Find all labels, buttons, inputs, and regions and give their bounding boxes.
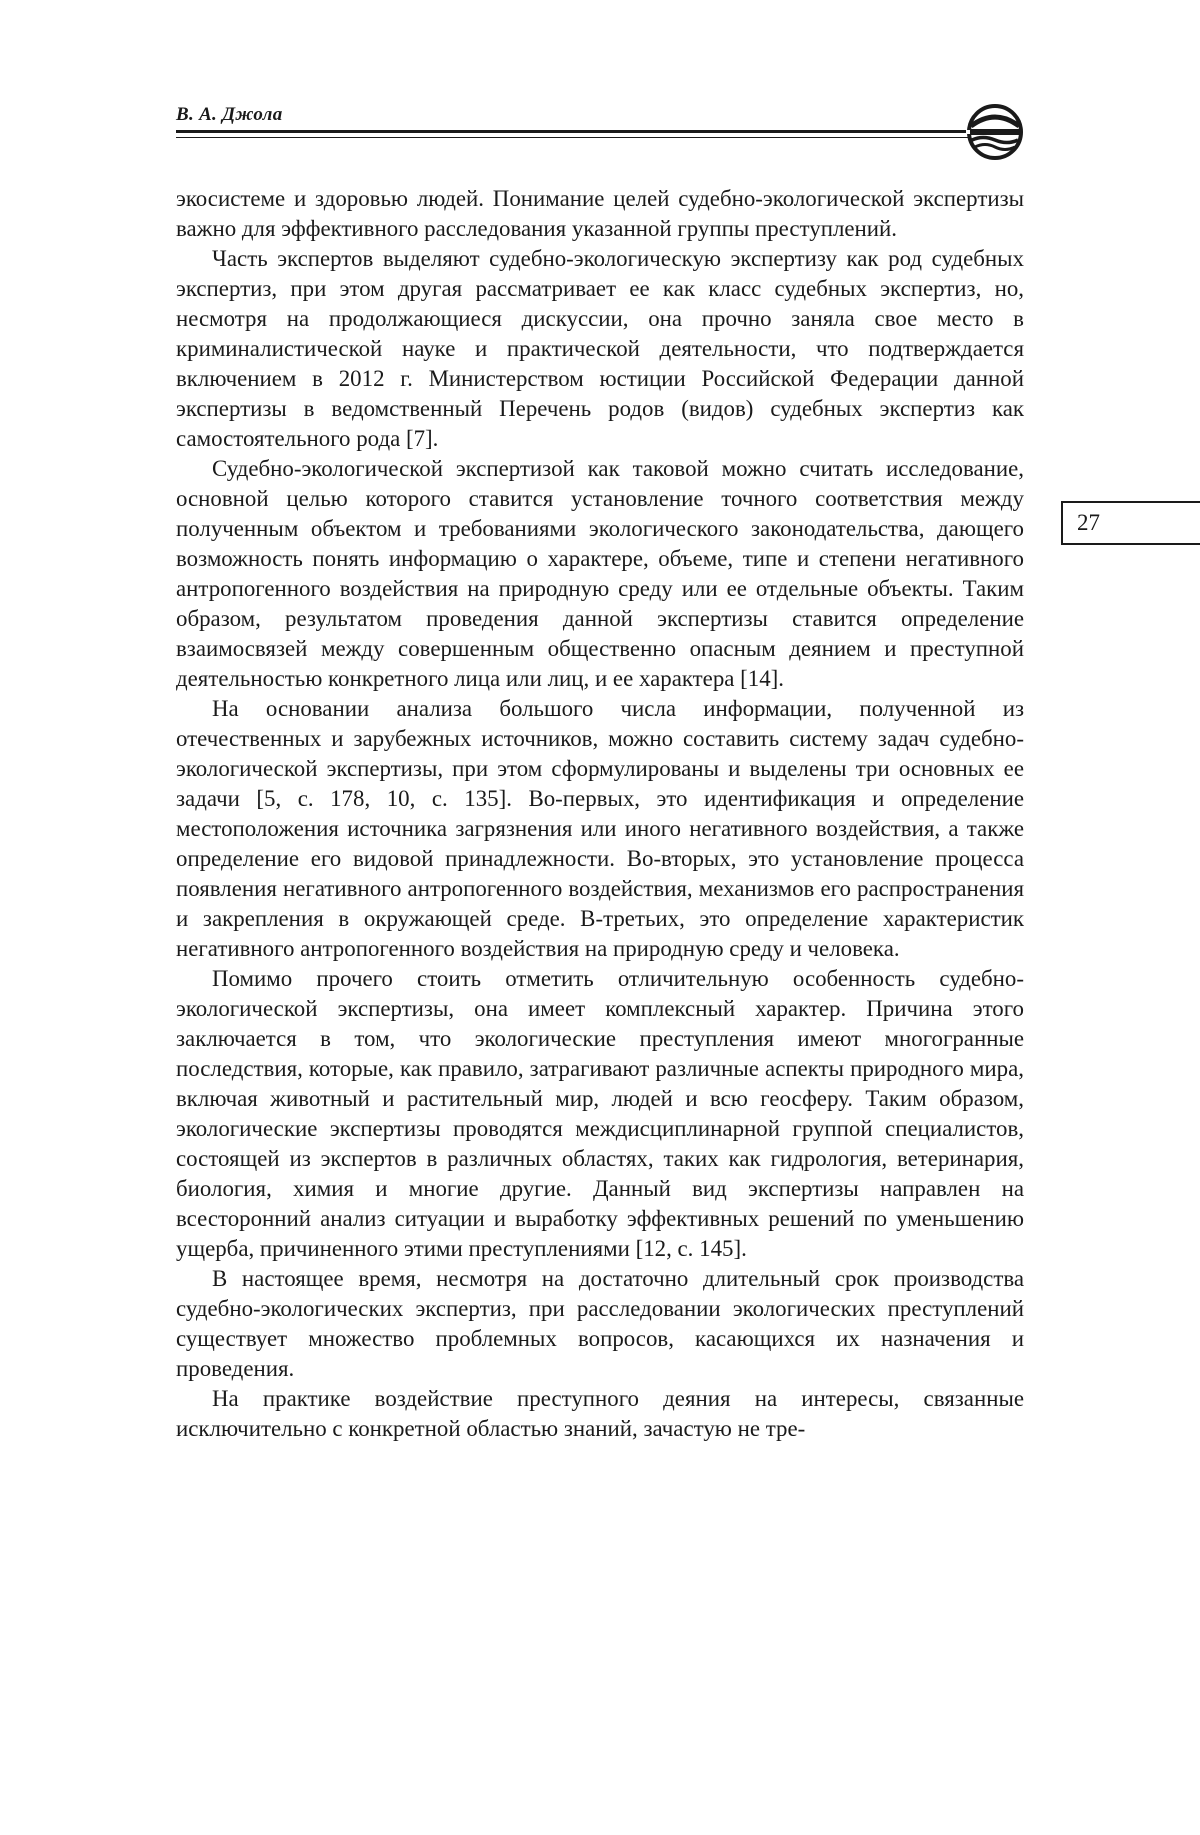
paragraph-7: На практике воздействие преступного деяния на интересы, связанные исключительно с конкретной областью знаний, зачастую не тре- <box>176 1386 1024 1441</box>
body-text <box>176 184 1024 1444</box>
paragraph-4: На основании анализа большого числа информации, полученной из отечественных и зарубежных источников, можно составить систему задач судебно-экологической экспертизы, при этом сформулированы и выделены три основных ее задачи [5, с. 178, 10, с. 135]. Во-первых, это идентификация и определение местоположения источника загрязнения или иного негативного воздействия, а также определение его видовой принадлежности. Во-вторых, это установление процесса появления негативного антропогенного воздействия, механизмов его распространения и закрепления в окружающей среде. В-третьих, это определение характеристик негативного антропогенного воздействия на природную среду и человека. <box>176 696 1024 961</box>
paragraph-3: Судебно-экологической экспертизой как таковой можно считать исследование, основной целью которого ставится установление точного соответствия между полученным объектом и требованиями экологического законодательства, дающего возможность понять информацию о характере, объеме, типе и степени негативного антропогенного воздействия на природную среду или ее отдельные объекты. Таким образом, результатом проведения данной экспертизы ставится определение взаимосвязей между совершенным общественно опасным деянием и преступной деятельностью конкретного лица или лиц, и ее характера [14]. <box>176 456 1024 691</box>
running-header-author: В. А. Джола <box>176 104 283 125</box>
journal-logo-icon <box>966 102 1024 162</box>
header-rule <box>176 130 968 138</box>
paragraph-5: Помимо прочего стоить отметить отличительную особенность судебно-экологической экспертизы, она имеет комплексный характер. Причина этого заключается в том, что экологические преступления имеют многогранные последствия, которые, как правило, затрагивают различные аспекты природного мира, включая животный и растительный мир, людей и всю геосферу. Таким образом, экологические экспертизы проводятся междисциплинарной группой специалистов, состоящей из экспертов в различных областях, таких как гидрология, ветеринария, биология, химия и многие другие. Данный вид экспертизы направлен на всесторонний анализ ситуации и выработку эффективных решений по уменьшению ущерба, причиненного этими преступлениями [12, с. 145]. <box>176 966 1024 1261</box>
paragraph-2: Часть экспертов выделяют судебно-экологическую экспертизу как род судебных экспертиз, при этом другая рассматривает ее как класс судебных экспертиз, но, несмотря на продолжающиеся дискуссии, она прочно заняла свое место в криминалистической науке и практической деятельности, что подтверждается включением в 2012 г. Министерством юстиции Российской Федерации данной экспертизы в ведомственный Перечень родов (видов) судебных экспертиз как самостоятельного рода [7]. <box>176 246 1024 451</box>
paragraph-6: В настоящее время, несмотря на достаточно длительный срок производства судебно-экологических экспертиз, при расследовании экологических преступлений существует множество проблемных вопросов, касающихся их назначения и проведения. <box>176 1266 1024 1381</box>
page-number: 27 <box>1061 501 1200 545</box>
paragraph-1: экосистеме и здоровью людей. Понимание целей судебно-экологической экспертизы важно для эффективного расследования указанной группы преступлений. <box>176 186 1024 241</box>
